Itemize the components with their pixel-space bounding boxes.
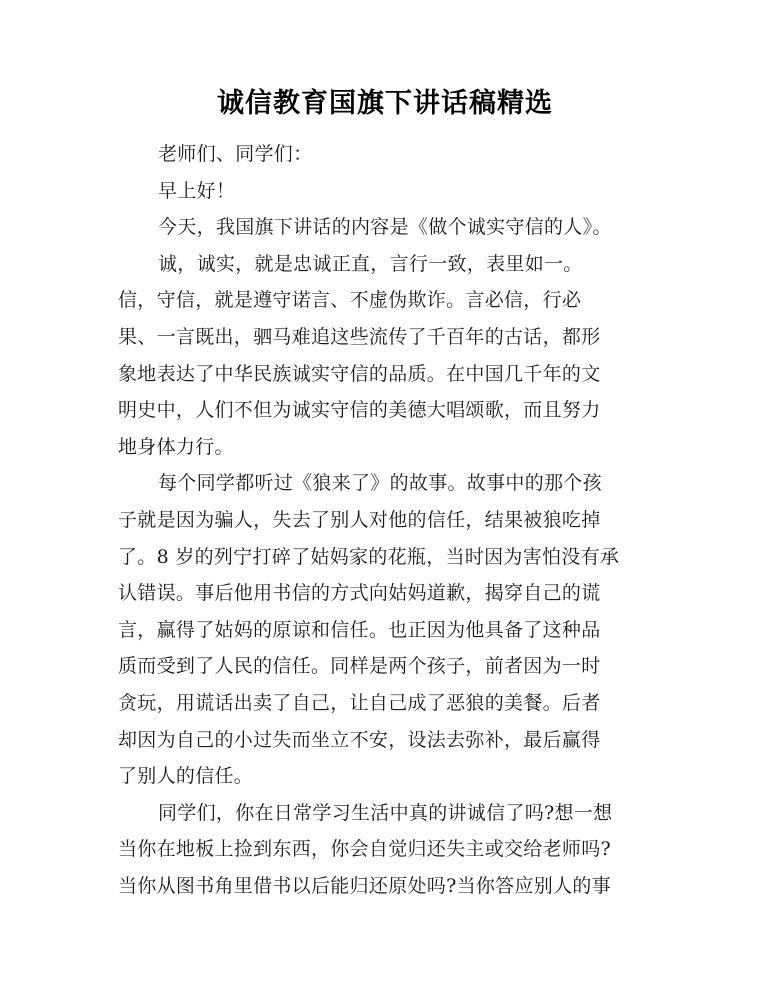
text-line: 质而受到了人民的信任。同样是两个孩子，前者因为一时 bbox=[118, 655, 601, 678]
text-line: 了。8 岁的列宁打碎了姑妈家的花瓶，当时因为害怕没有承 bbox=[118, 545, 620, 568]
text-line: 同学们，你在日常学习生活中真的讲诚信了吗?想一想 bbox=[158, 801, 613, 824]
text-line: 明史中，人们不但为诚实守信的美德大唱颂歌，而且努力 bbox=[118, 399, 601, 422]
document-title: 诚信教育国旗下讲话稿精选 bbox=[217, 88, 553, 119]
text-line: 了别人的信任。 bbox=[118, 765, 254, 788]
text-line: 认错误。事后他用书信的方式向姑妈道歉，揭穿自己的谎 bbox=[118, 582, 601, 605]
text-line: 每个同学都听过《狼来了》的故事。故事中的那个孩 bbox=[158, 472, 602, 495]
text-line: 象地表达了中华民族诚实守信的品质。在中国几千年的文 bbox=[118, 362, 601, 385]
text-line: 今天，我国旗下讲话的内容是《做个诚实守信的人》。 bbox=[158, 216, 612, 239]
text-line: 诚，诚实，就是忠诚正直，言行一致，表里如一。 bbox=[158, 252, 583, 275]
text-line: 却因为自己的小过失而坐立不安，设法去弥补，最后赢得 bbox=[118, 728, 601, 751]
text-line: 地身体力行。 bbox=[118, 435, 234, 458]
text-line: 当你在地板上捡到东西，你会自觉归还失主或交给老师吗? bbox=[118, 838, 611, 861]
text-line: 早上好！ bbox=[158, 179, 236, 202]
text-line: 老师们、同学们： bbox=[158, 143, 313, 165]
text-line: 当你从图书角里借书以后能归还原处吗?当你答应别人的事 bbox=[118, 874, 611, 897]
text-line: 言，赢得了姑妈的原谅和信任。也正因为他具备了这种品 bbox=[118, 618, 601, 641]
text-line: 果、一言既出，驷马难追这些流传了千百年的古话，都形 bbox=[118, 325, 601, 348]
text-line: 子就是因为骗人，失去了别人对他的信任，结果被狼吃掉 bbox=[118, 508, 601, 531]
document-body bbox=[118, 136, 658, 904]
text-line: 信，守信，就是遵守诺言、不虚伪欺诈。言必信，行必 bbox=[118, 289, 582, 312]
text-line: 贪玩，用谎话出卖了自己，让自己成了恶狼的美餐。后者 bbox=[118, 691, 601, 714]
